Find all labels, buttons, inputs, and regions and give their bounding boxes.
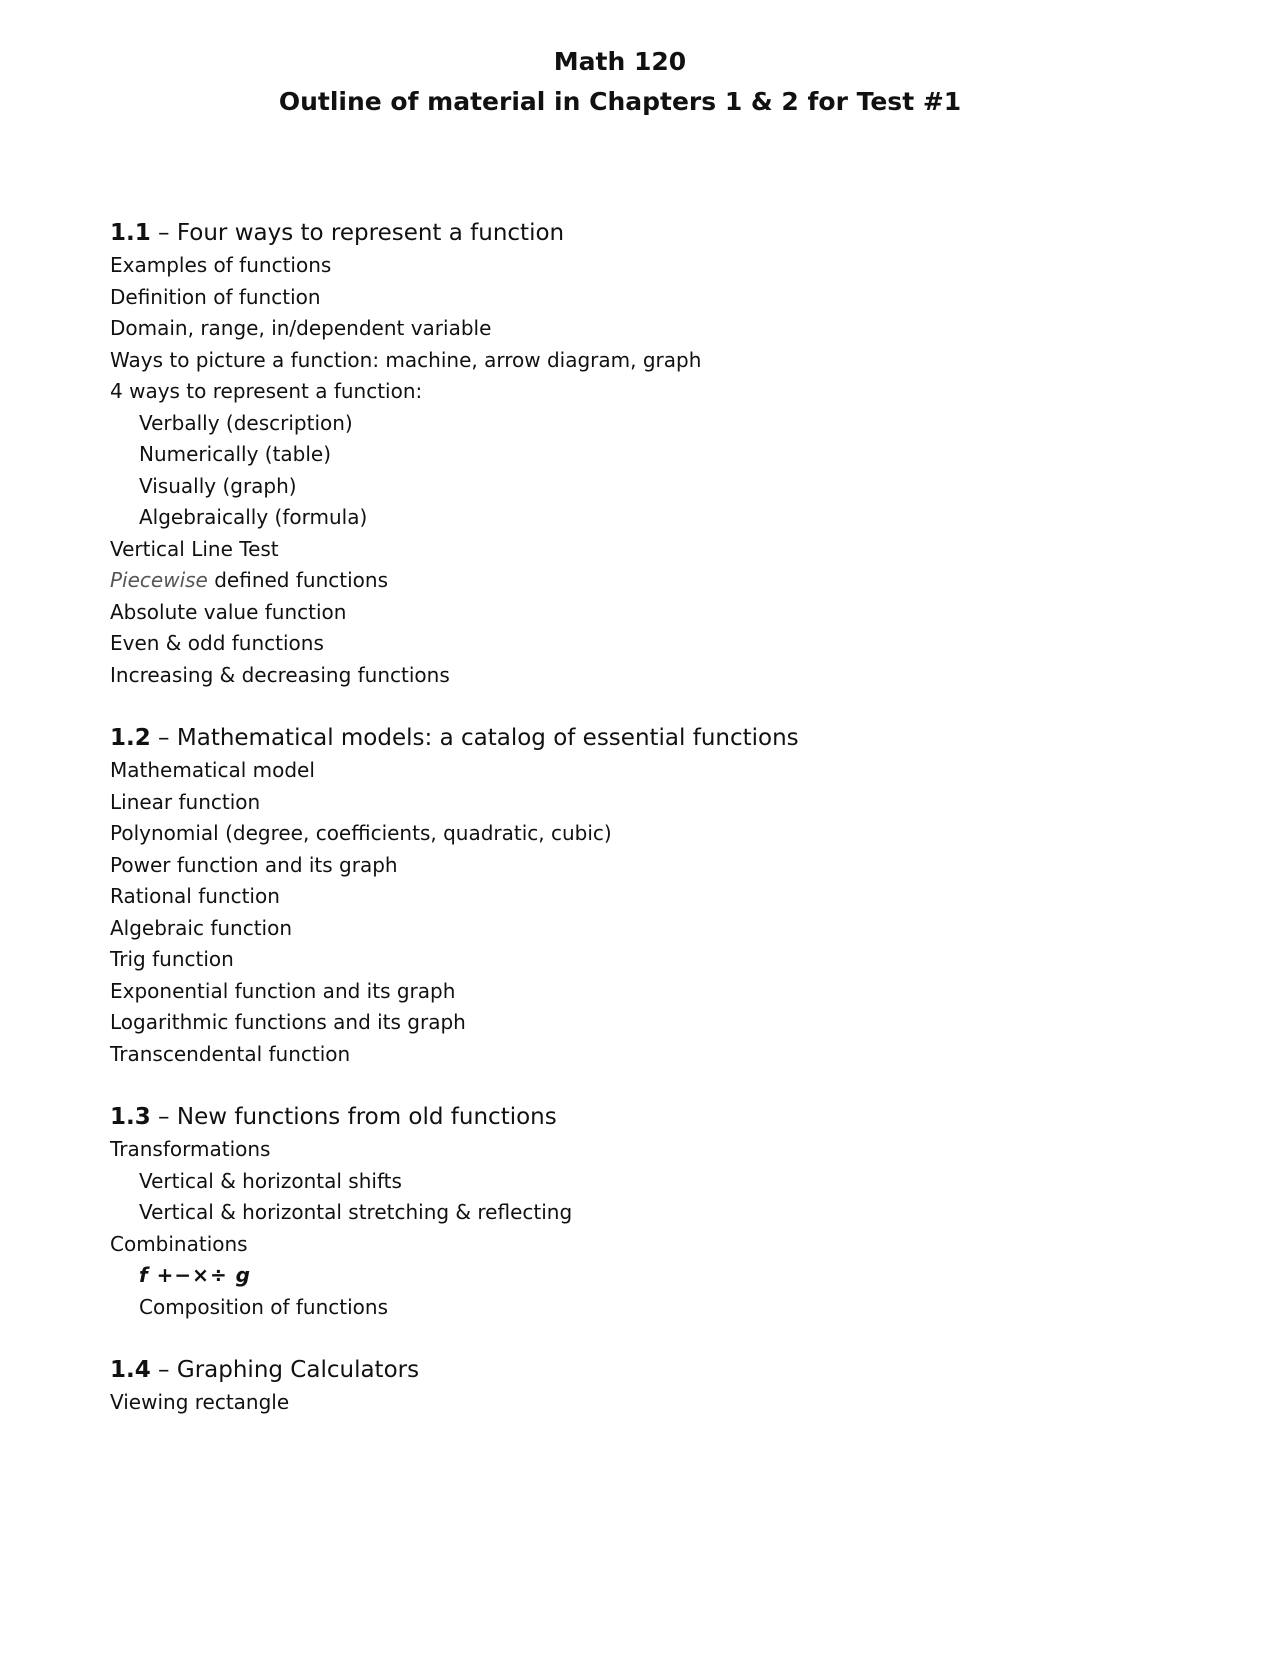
section-heading bbox=[110, 1100, 1210, 1134]
outline-subitem: Algebraically (formula) bbox=[139, 505, 368, 529]
outline-subitem: Numerically (table) bbox=[139, 442, 332, 466]
outline-item: Viewing rectangle bbox=[110, 1390, 290, 1414]
section-dash: – bbox=[150, 1357, 177, 1383]
outline-content bbox=[110, 216, 1210, 1449]
outline-item: Absolute value function bbox=[110, 599, 347, 624]
piecewise-rest: defined functions bbox=[207, 568, 388, 592]
outline-item: Trig function bbox=[110, 947, 234, 971]
outline-item: Exponential function and its graph bbox=[110, 978, 456, 1003]
outline-item: Ways to picture a function: machine, arrow diagram, graph bbox=[110, 347, 702, 372]
section-dash: – bbox=[150, 1104, 177, 1130]
section-1-3 bbox=[110, 1100, 1210, 1323]
section-heading bbox=[110, 216, 1210, 250]
section-title: Mathematical models: a catalog of essential functions bbox=[176, 725, 799, 751]
piecewise-term: Piecewise bbox=[110, 568, 208, 592]
outline-item: Mathematical model bbox=[110, 758, 315, 782]
section-number: 1.4 bbox=[110, 1357, 151, 1383]
section-1-4 bbox=[110, 1353, 1210, 1419]
outline-item: Transformations bbox=[110, 1137, 271, 1161]
section-title: Graphing Calculators bbox=[176, 1357, 420, 1383]
outline-item: Definition of function bbox=[110, 284, 321, 309]
outline-subitem: Vertical & horizontal stretching & reflecting bbox=[139, 1200, 573, 1224]
outline-item: Vertical Line Test bbox=[110, 536, 279, 561]
section-1-1 bbox=[110, 216, 1210, 691]
outline-item: Domain, range, in/dependent variable bbox=[110, 316, 492, 340]
outline-item bbox=[110, 565, 1210, 597]
section-title: New functions from old functions bbox=[176, 1104, 557, 1130]
outline-item: Logarithmic functions and its graph bbox=[110, 1010, 466, 1034]
outline-subitem: Composition of functions bbox=[139, 1294, 389, 1319]
section-heading bbox=[110, 721, 1210, 755]
outline-subitem: Visually (graph) bbox=[139, 473, 297, 498]
outline-subitem: Verbally (description) bbox=[139, 410, 353, 435]
outline-item: Rational function bbox=[110, 884, 280, 908]
outline-item: Even & odd functions bbox=[110, 631, 324, 655]
section-number: 1.3 bbox=[110, 1104, 151, 1130]
course-title: Math 120 bbox=[553, 47, 687, 76]
section-1-2 bbox=[110, 721, 1210, 1070]
outline-item: Linear function bbox=[110, 789, 261, 814]
section-number: 1.2 bbox=[110, 725, 151, 751]
section-heading bbox=[110, 1353, 1210, 1387]
outline-item: Power function and its graph bbox=[110, 852, 398, 877]
outline-item: 4 ways to represent a function: bbox=[110, 379, 423, 403]
outline-item: Polynomial (degree, coefficients, quadratic, cubic) bbox=[110, 821, 612, 845]
section-title: Four ways to represent a function bbox=[176, 220, 565, 246]
outline-item: Combinations bbox=[110, 1231, 248, 1256]
outline-item: Transcendental function bbox=[110, 1041, 351, 1066]
section-dash: – bbox=[150, 725, 177, 751]
outline-subitem: Vertical & horizontal shifts bbox=[139, 1168, 402, 1193]
outline-item: Examples of functions bbox=[110, 253, 332, 277]
document-title: Outline of material in Chapters 1 & 2 for Test #1 bbox=[278, 87, 962, 116]
outline-item: Increasing & decreasing functions bbox=[110, 662, 450, 687]
section-dash: – bbox=[150, 220, 177, 246]
outline-item: Algebraic function bbox=[110, 915, 293, 940]
section-number: 1.1 bbox=[110, 220, 151, 246]
function-operations: f +−×÷ g bbox=[139, 1263, 251, 1287]
